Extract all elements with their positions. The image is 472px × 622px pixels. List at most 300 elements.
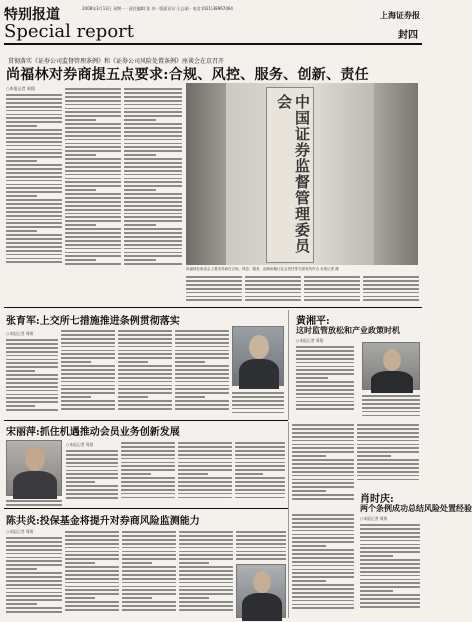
text-line bbox=[122, 589, 176, 591]
text-line bbox=[362, 399, 420, 401]
text-line bbox=[6, 238, 62, 240]
text-line bbox=[65, 539, 119, 541]
lead-column-2 bbox=[65, 86, 121, 282]
text-line bbox=[363, 284, 419, 286]
text-line bbox=[122, 609, 176, 611]
text-line bbox=[360, 575, 420, 577]
text-line bbox=[61, 373, 115, 375]
text-line bbox=[65, 143, 121, 145]
text-line bbox=[6, 222, 62, 224]
text-line bbox=[292, 451, 354, 453]
text-line bbox=[124, 150, 182, 152]
text-line bbox=[292, 588, 354, 590]
english-title: Special report bbox=[4, 21, 135, 42]
xiao-column-1 bbox=[292, 512, 354, 618]
text-line bbox=[292, 530, 354, 532]
text-line bbox=[179, 589, 233, 591]
text-line bbox=[6, 397, 58, 399]
text-line bbox=[6, 560, 62, 562]
zhang-column-2 bbox=[61, 328, 115, 418]
xiao-headline: 肖时庆: bbox=[360, 494, 394, 505]
huang-column-1 bbox=[296, 344, 354, 418]
zhang-byline: ○本报记者 周翔 bbox=[6, 331, 34, 336]
text-line bbox=[363, 280, 419, 282]
text-line bbox=[363, 292, 419, 294]
text-line bbox=[363, 276, 419, 278]
text-line bbox=[61, 338, 115, 340]
text-line bbox=[236, 547, 286, 549]
text-line bbox=[292, 494, 354, 496]
chen-byline: ○本报记者 周翔 bbox=[6, 529, 34, 534]
text-line bbox=[175, 338, 229, 340]
text-line bbox=[66, 473, 118, 475]
text-line bbox=[122, 574, 176, 576]
text-line bbox=[179, 609, 233, 611]
text-line bbox=[6, 545, 62, 547]
text-line bbox=[175, 369, 229, 371]
song-column-3 bbox=[178, 440, 232, 504]
text-line bbox=[61, 408, 115, 410]
text-line bbox=[124, 127, 182, 129]
text-line bbox=[292, 600, 354, 602]
text-line bbox=[6, 359, 58, 361]
text-line bbox=[66, 489, 118, 491]
text-line bbox=[65, 115, 121, 117]
text-line bbox=[65, 547, 119, 549]
text-line bbox=[6, 191, 62, 193]
text-line bbox=[357, 451, 419, 453]
text-line bbox=[175, 365, 229, 367]
text-line bbox=[124, 170, 182, 172]
text-line bbox=[61, 388, 115, 390]
photo-building-left bbox=[186, 83, 228, 265]
text-line bbox=[296, 401, 354, 403]
text-line bbox=[6, 343, 58, 345]
text-line bbox=[6, 405, 35, 407]
song-column-1 bbox=[66, 448, 118, 504]
chen-portrait bbox=[236, 564, 286, 618]
text-line bbox=[292, 565, 354, 567]
text-line bbox=[65, 197, 121, 199]
text-line bbox=[65, 193, 121, 195]
text-line bbox=[362, 403, 420, 405]
zhang-column-4 bbox=[175, 328, 229, 418]
text-line bbox=[292, 534, 354, 536]
text-line bbox=[360, 536, 420, 538]
text-line bbox=[118, 388, 172, 390]
text-line bbox=[65, 586, 119, 588]
text-line bbox=[235, 450, 285, 452]
text-line bbox=[65, 570, 119, 572]
text-line bbox=[235, 442, 285, 444]
text-line bbox=[232, 396, 284, 398]
text-line bbox=[65, 162, 121, 164]
text-line bbox=[292, 424, 354, 426]
text-line bbox=[118, 334, 172, 336]
text-line bbox=[179, 539, 233, 541]
text-line bbox=[122, 535, 176, 537]
text-line bbox=[175, 330, 229, 332]
text-line bbox=[121, 473, 151, 475]
text-line bbox=[65, 531, 119, 533]
text-line bbox=[118, 408, 172, 410]
text-line bbox=[6, 250, 62, 252]
text-line bbox=[118, 385, 172, 387]
text-line bbox=[175, 385, 229, 387]
text-line bbox=[360, 598, 420, 600]
text-line bbox=[66, 477, 118, 479]
text-line bbox=[296, 404, 354, 406]
text-line bbox=[6, 149, 62, 151]
text-line bbox=[292, 447, 354, 449]
text-line bbox=[6, 592, 62, 594]
text-line bbox=[175, 342, 229, 344]
text-line bbox=[179, 605, 233, 607]
text-line bbox=[292, 498, 354, 500]
text-line bbox=[122, 605, 176, 607]
text-line bbox=[360, 555, 393, 557]
text-line bbox=[292, 541, 354, 543]
text-line bbox=[124, 119, 156, 121]
text-line bbox=[175, 353, 229, 355]
text-line bbox=[61, 342, 115, 344]
column-rule-1 bbox=[288, 310, 289, 420]
text-line bbox=[65, 240, 121, 242]
text-line bbox=[292, 479, 354, 481]
text-line bbox=[296, 346, 354, 348]
text-line bbox=[65, 543, 119, 545]
text-line bbox=[66, 466, 118, 468]
text-line bbox=[236, 535, 286, 537]
text-line bbox=[6, 370, 35, 372]
huang-byline: ○本报记者 周翔 bbox=[296, 338, 324, 343]
text-line bbox=[186, 296, 242, 298]
text-line bbox=[186, 276, 242, 278]
text-line bbox=[292, 545, 326, 547]
text-line bbox=[6, 156, 62, 158]
text-line bbox=[66, 497, 118, 499]
text-line bbox=[6, 576, 62, 578]
text-line bbox=[124, 115, 182, 117]
song-column-2 bbox=[121, 440, 175, 504]
text-line bbox=[178, 462, 232, 464]
text-line bbox=[65, 92, 121, 94]
lead-headline: 尚福林对券商提五点要求:合规、风控、服务、创新、责任 bbox=[6, 67, 369, 83]
text-line bbox=[65, 558, 119, 560]
text-line bbox=[6, 129, 62, 131]
text-line bbox=[178, 485, 232, 487]
text-line bbox=[6, 390, 58, 392]
text-line bbox=[292, 444, 354, 446]
text-line bbox=[360, 579, 420, 581]
text-line bbox=[61, 404, 115, 406]
text-line bbox=[232, 412, 284, 414]
text-line bbox=[236, 539, 286, 541]
text-line bbox=[179, 543, 233, 545]
text-line bbox=[65, 252, 121, 254]
text-line bbox=[65, 589, 119, 591]
text-line bbox=[124, 252, 182, 254]
text-line bbox=[65, 263, 121, 265]
text-line bbox=[357, 455, 391, 457]
text-line bbox=[65, 259, 96, 261]
text-line bbox=[6, 94, 62, 96]
text-line bbox=[235, 462, 285, 464]
text-line bbox=[6, 187, 62, 189]
text-line bbox=[178, 458, 232, 460]
text-line bbox=[6, 355, 58, 357]
text-line bbox=[296, 350, 354, 352]
text-line bbox=[66, 470, 118, 472]
text-line bbox=[6, 549, 62, 551]
text-line bbox=[118, 353, 172, 355]
text-line bbox=[186, 284, 242, 286]
text-line bbox=[178, 497, 232, 499]
text-line bbox=[6, 588, 62, 590]
text-line bbox=[357, 479, 419, 481]
text-line bbox=[292, 522, 354, 524]
text-line bbox=[245, 292, 301, 294]
text-line bbox=[6, 537, 62, 539]
text-line bbox=[65, 146, 121, 148]
text-line bbox=[357, 436, 419, 438]
text-line bbox=[6, 172, 62, 174]
photo-plaque-text: 中国证券监督管理委员会 bbox=[275, 94, 311, 254]
text-line bbox=[6, 106, 62, 108]
text-line bbox=[179, 574, 233, 576]
text-line bbox=[296, 381, 354, 383]
text-line bbox=[362, 407, 420, 409]
text-line bbox=[6, 230, 37, 232]
text-line bbox=[6, 382, 58, 384]
huang-column-4 bbox=[357, 422, 419, 488]
text-line bbox=[6, 504, 62, 506]
text-line bbox=[6, 133, 62, 135]
lead-column-7 bbox=[363, 274, 419, 304]
text-line bbox=[122, 558, 176, 560]
text-line bbox=[292, 482, 354, 484]
text-line bbox=[245, 276, 301, 278]
text-line bbox=[292, 436, 354, 438]
text-line bbox=[175, 381, 229, 383]
text-line bbox=[124, 224, 156, 226]
text-line bbox=[6, 394, 58, 396]
text-line bbox=[6, 184, 62, 186]
text-line bbox=[122, 586, 176, 588]
section-divider-2 bbox=[4, 420, 288, 421]
text-line bbox=[65, 213, 121, 215]
text-line bbox=[360, 563, 420, 565]
text-line bbox=[6, 219, 62, 221]
text-line bbox=[6, 386, 58, 388]
text-line bbox=[357, 463, 419, 465]
text-line bbox=[65, 181, 121, 183]
text-line bbox=[124, 263, 182, 265]
text-line bbox=[121, 462, 175, 464]
text-line bbox=[360, 524, 420, 526]
text-line bbox=[296, 373, 354, 375]
text-line bbox=[296, 366, 354, 368]
text-line bbox=[122, 531, 176, 533]
text-line bbox=[235, 469, 285, 471]
text-line bbox=[65, 166, 121, 168]
text-line bbox=[66, 462, 118, 464]
text-line bbox=[296, 358, 354, 360]
text-line bbox=[118, 342, 172, 344]
text-line bbox=[124, 135, 182, 137]
text-line bbox=[292, 569, 354, 571]
text-line bbox=[65, 119, 96, 121]
text-line bbox=[292, 475, 354, 477]
text-line bbox=[65, 201, 121, 203]
text-line bbox=[66, 485, 118, 487]
text-line bbox=[124, 123, 182, 125]
huang-column-3 bbox=[292, 422, 354, 508]
text-line bbox=[61, 377, 115, 379]
song-column-4 bbox=[235, 440, 285, 504]
text-line bbox=[360, 590, 393, 592]
text-line bbox=[124, 146, 182, 148]
xiao-subline: 两个条例成功总结风险处置经验 bbox=[360, 503, 472, 513]
text-line bbox=[65, 582, 119, 584]
text-line bbox=[65, 244, 121, 246]
text-line bbox=[65, 562, 95, 564]
text-line bbox=[65, 131, 121, 133]
text-line bbox=[232, 408, 284, 410]
text-line bbox=[175, 373, 229, 375]
text-line bbox=[6, 584, 62, 586]
text-line bbox=[235, 473, 263, 475]
text-line bbox=[236, 551, 286, 553]
text-line bbox=[6, 401, 58, 403]
text-line bbox=[124, 154, 156, 156]
text-line bbox=[66, 493, 118, 495]
zhang-column-1 bbox=[6, 337, 58, 417]
text-line bbox=[6, 137, 62, 139]
text-line bbox=[6, 258, 62, 260]
text-line bbox=[122, 582, 176, 584]
text-line bbox=[304, 276, 360, 278]
text-line bbox=[124, 189, 156, 191]
text-line bbox=[65, 609, 119, 611]
text-line bbox=[6, 568, 37, 570]
text-line bbox=[6, 339, 58, 341]
text-line bbox=[179, 566, 233, 568]
text-line bbox=[175, 361, 205, 363]
text-line bbox=[6, 160, 37, 162]
text-line bbox=[357, 424, 419, 426]
text-line bbox=[175, 404, 229, 406]
text-line bbox=[124, 178, 182, 180]
xiao-byline: ○本报记者 周翔 bbox=[360, 516, 388, 521]
text-line bbox=[121, 450, 175, 452]
text-line bbox=[6, 553, 62, 555]
text-line bbox=[65, 104, 121, 106]
text-line bbox=[179, 558, 233, 560]
lead-column-5 bbox=[245, 274, 301, 304]
huang-subline: 这时监管放松和产业政策时机 bbox=[296, 325, 400, 335]
text-line bbox=[124, 209, 182, 211]
lead-column-1 bbox=[6, 86, 62, 282]
text-line bbox=[124, 201, 182, 203]
text-line bbox=[178, 465, 232, 467]
text-line bbox=[65, 566, 119, 568]
chen-headline: 陈共炎:投保基金将提升对券商风险监测能力 bbox=[6, 516, 200, 527]
text-line bbox=[65, 248, 121, 250]
text-line bbox=[292, 584, 354, 586]
text-line bbox=[118, 330, 172, 332]
text-line bbox=[178, 493, 232, 495]
text-line bbox=[6, 362, 58, 364]
text-line bbox=[124, 232, 182, 234]
text-line bbox=[65, 111, 121, 113]
text-line bbox=[6, 347, 58, 349]
zhang-column-5 bbox=[232, 390, 284, 418]
text-line bbox=[178, 442, 232, 444]
text-line bbox=[357, 475, 419, 477]
text-line bbox=[6, 595, 62, 597]
text-line bbox=[6, 117, 62, 119]
chen-column-3 bbox=[122, 529, 176, 619]
text-line bbox=[179, 593, 233, 595]
text-line bbox=[360, 586, 420, 588]
text-line bbox=[6, 114, 62, 116]
text-line bbox=[6, 580, 62, 582]
text-line bbox=[6, 611, 62, 613]
text-line bbox=[65, 123, 121, 125]
text-line bbox=[304, 280, 360, 282]
text-line bbox=[118, 357, 172, 359]
text-line bbox=[175, 408, 229, 410]
text-line bbox=[6, 211, 62, 213]
photo-building-right bbox=[374, 83, 418, 265]
lead-column-6 bbox=[304, 274, 360, 304]
text-line bbox=[118, 392, 172, 394]
text-line bbox=[122, 554, 176, 556]
text-line bbox=[292, 463, 354, 465]
text-line bbox=[186, 299, 242, 301]
text-line bbox=[360, 582, 420, 584]
text-line bbox=[124, 158, 182, 160]
text-line bbox=[292, 580, 326, 582]
text-line bbox=[360, 544, 420, 546]
text-line bbox=[124, 197, 182, 199]
text-line bbox=[65, 228, 121, 230]
text-line bbox=[6, 207, 62, 209]
text-line bbox=[65, 185, 121, 187]
text-line bbox=[124, 259, 156, 261]
text-line bbox=[178, 469, 232, 471]
text-line bbox=[122, 547, 176, 549]
text-line bbox=[122, 570, 176, 572]
text-line bbox=[175, 377, 229, 379]
text-line bbox=[175, 346, 229, 348]
text-line bbox=[66, 450, 118, 452]
song-byline: ○本报记者 周翔 bbox=[66, 442, 94, 447]
text-line bbox=[124, 244, 182, 246]
song-column-5 bbox=[6, 498, 62, 506]
text-line bbox=[65, 578, 119, 580]
masthead-rule bbox=[4, 43, 422, 45]
text-line bbox=[118, 373, 172, 375]
masthead bbox=[4, 4, 422, 44]
lead-byline: ○本报记者 周翔 bbox=[6, 86, 35, 91]
text-line bbox=[292, 490, 326, 492]
text-line bbox=[6, 409, 58, 411]
text-line bbox=[6, 195, 37, 197]
text-line bbox=[61, 392, 115, 394]
text-line bbox=[235, 458, 285, 460]
